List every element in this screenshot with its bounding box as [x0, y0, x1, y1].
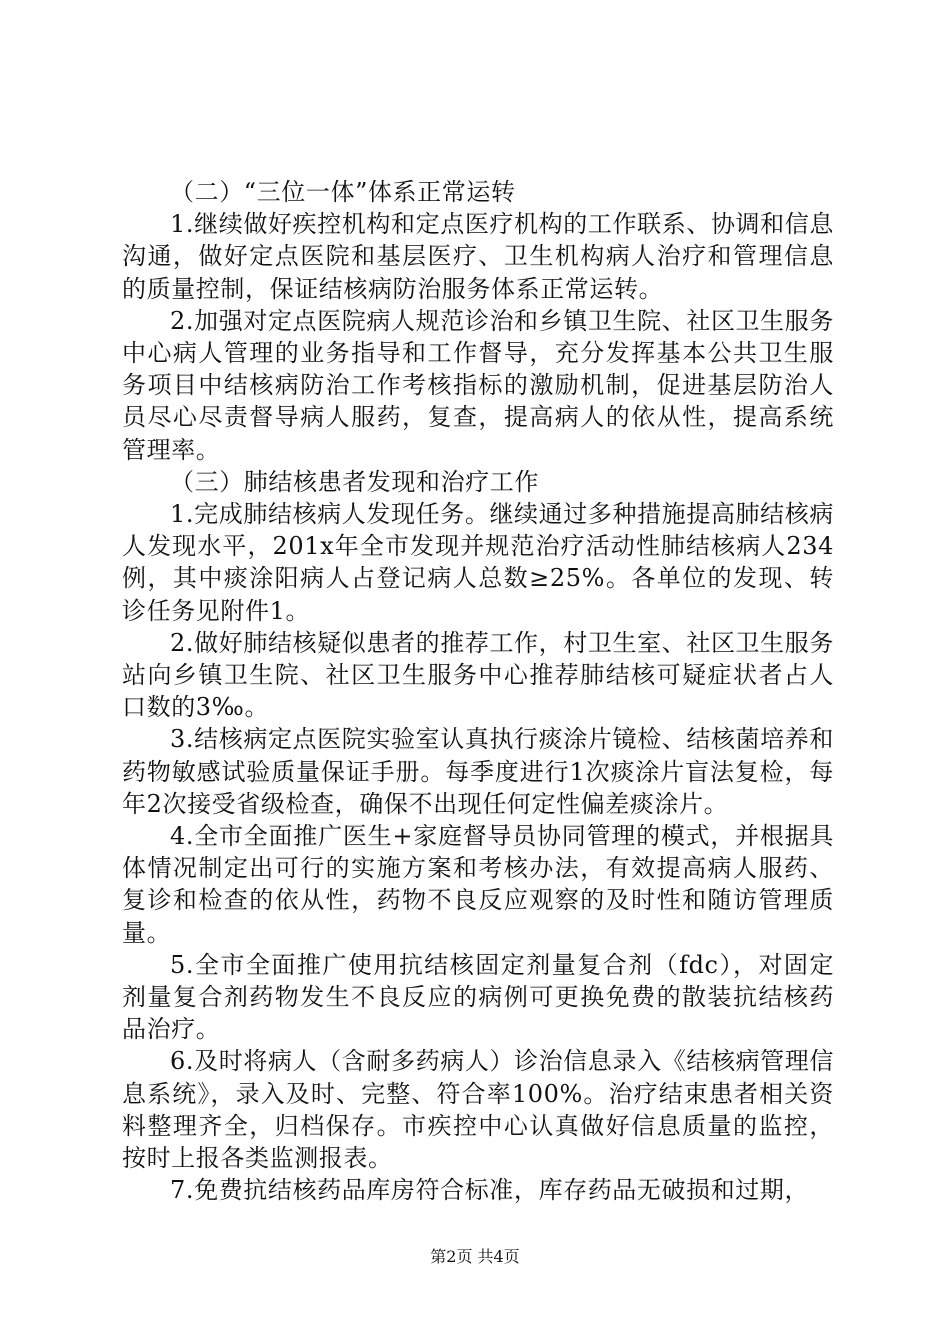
paragraph-3-2: 2.做好肺结核疑似患者的推荐工作，村卫生室、社区卫生服务站向乡镇卫生院、社区卫生服务中心推荐肺结核可疑症状者占人口数的3‰。: [122, 628, 834, 722]
paragraph-2-2: 2.加强对定点医院病人规范诊治和乡镇卫生院、社区卫生服务中心病人管理的业务指导和工作督导，充分发挥基本公共卫生服务项目中结核病防治工作考核指标的激励机制，促进基层防治人员尽心尽责督导病人服药，复查，提高病人的依从性，提高系统管理率。: [122, 306, 834, 464]
paragraph-3-7: 7.免费抗结核药品库房符合标准，库存药品无破损和过期，: [170, 1176, 810, 1205]
paragraph-2-1: 1.继续做好疾控机构和定点医疗机构的工作联系、协调和信息沟通，做好定点医院和基层医疗、卫生机构病人治疗和管理信息的质量控制，保证结核病防治服务体系正常运转。: [122, 210, 834, 303]
paragraph-3-1: 1.完成肺结核病人发现任务。继续通过多种措施提高肺结核病人发现水平，201x年全市发现并规范治疗活动性肺结核病人234例，其中痰涂阳病人占登记病人总数≥25%。各单位的发现、转诊任务见附件1。: [122, 500, 834, 625]
page-footer: 第2页 共4页: [430, 1247, 520, 1266]
section-heading-3: （三）肺结核患者发现和治疗工作: [170, 467, 539, 496]
paragraph-3-4: 4.全市全面推广医生+家庭督导员协同管理的模式，并根据具体情况制定出可行的实施方案和考核办法，有效提高病人服药、复诊和检查的依从性，药物不良反应观察的及时性和随访管理质量。: [122, 822, 834, 947]
paragraph-3-5: 5.全市全面推广使用抗结核固定剂量复合剂（fdc），对固定剂量复合剂药物发生不良反应的病例可更换免费的散装抗结核药品治疗。: [122, 950, 834, 1044]
paragraph-3-6: 6.及时将病人（含耐多药病人）诊治信息录入《结核病管理信息系统》，录入及时、完整、符合率100%。治疗结束患者相关资料整理齐全，归档保存。市疾控中心认真做好信息质量的监控，按时上报各类监测报表。: [122, 1047, 834, 1173]
document-body: [122, 176, 834, 1207]
paragraph-3-3: 3.结核病定点医院实验室认真执行痰涂片镜检、结核菌培养和药物敏感试验质量保证手册。每季度进行1次痰涂片盲法复检，每年2次接受省级检查，确保不出现任何定性偏差痰涂片。: [122, 725, 834, 818]
section-heading-2: （二）“三位一体”体系正常运转: [170, 178, 516, 206]
